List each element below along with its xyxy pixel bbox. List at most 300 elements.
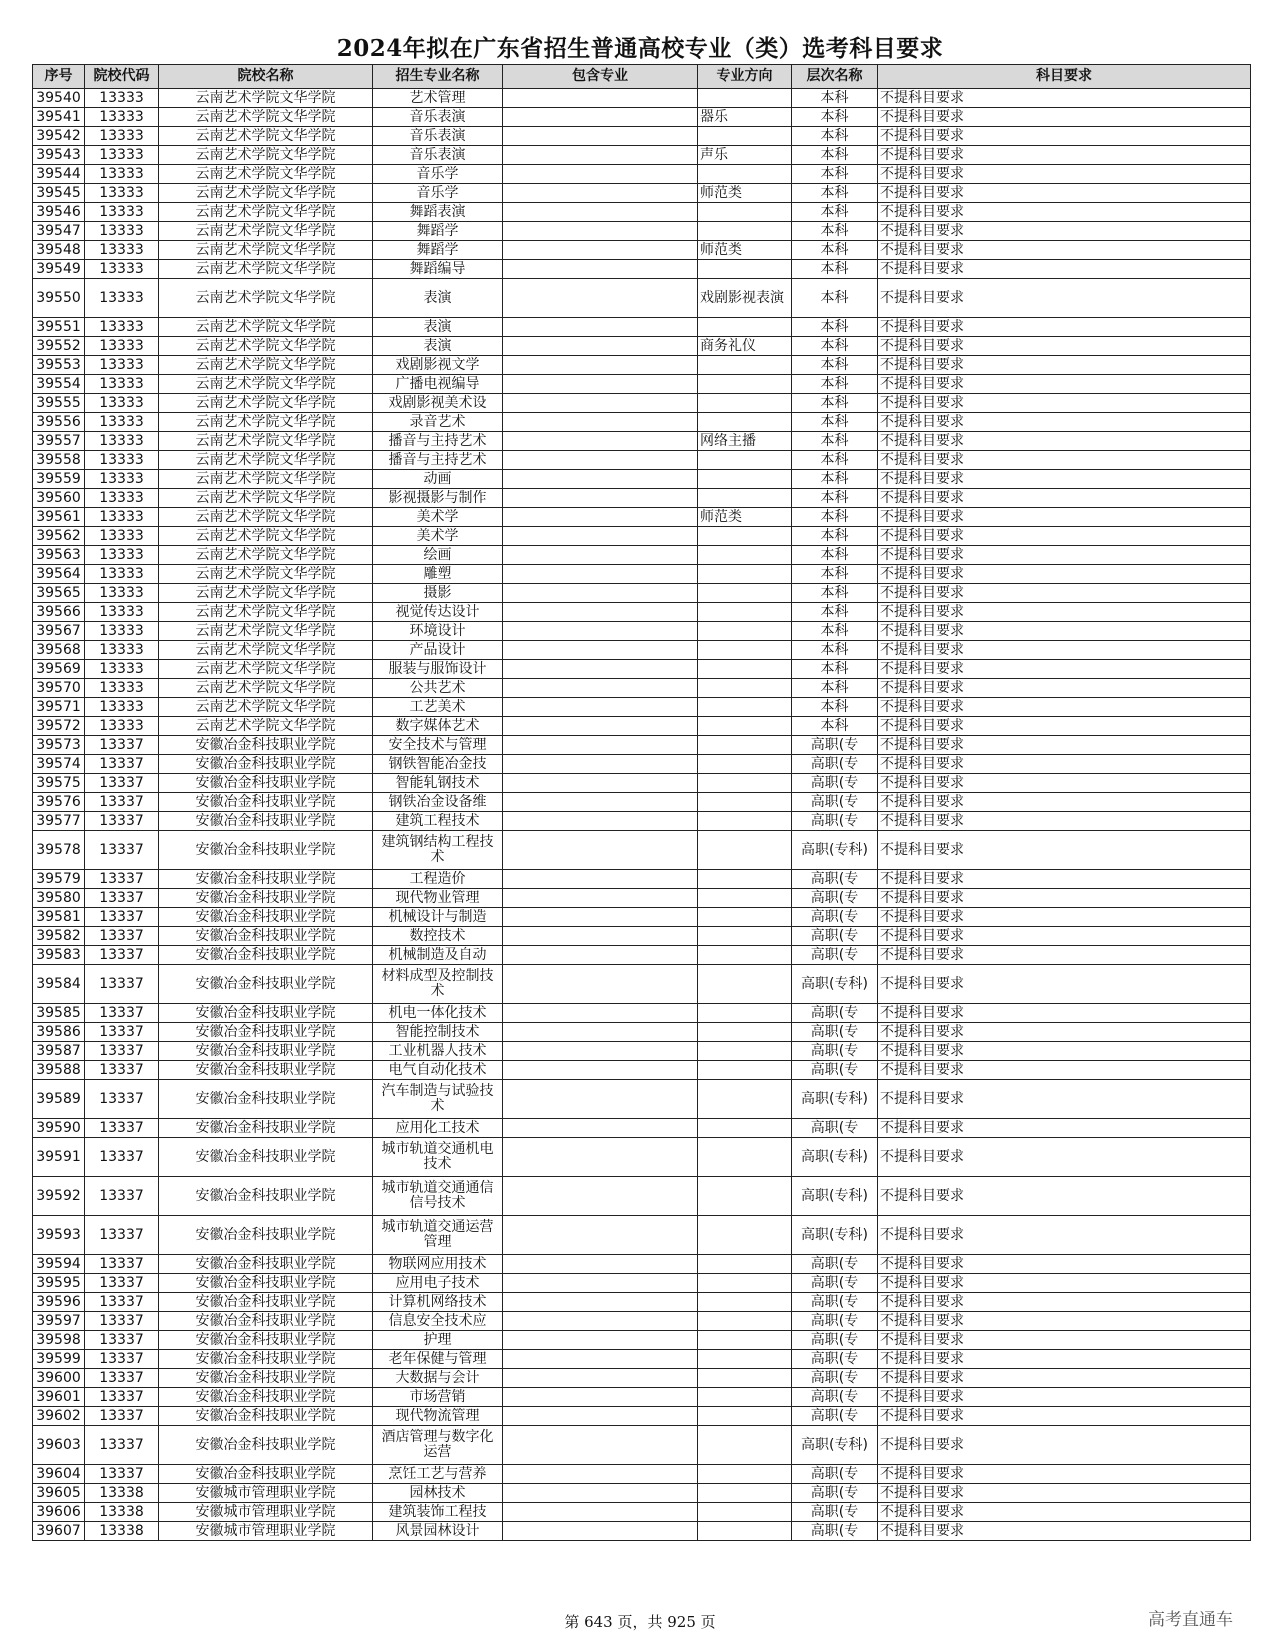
cell-major-direction — [698, 413, 792, 432]
cell-subject-requirement: 不提科目要求 — [878, 831, 1251, 870]
cell-school-code: 13337 — [85, 1350, 159, 1369]
cell-seq: 39587 — [33, 1042, 85, 1061]
cell-major-direction — [698, 1312, 792, 1331]
cell-school-name: 云南艺术学院文华学院 — [159, 470, 373, 489]
cell-level: 高职(专 — [792, 1350, 878, 1369]
cell-level: 本科 — [792, 394, 878, 413]
cell-included-majors — [503, 660, 698, 679]
cell-included-majors — [503, 546, 698, 565]
table-row — [33, 546, 1251, 565]
cell-level: 本科 — [792, 260, 878, 279]
cell-included-majors — [503, 736, 698, 755]
cell-level: 本科 — [792, 584, 878, 603]
cell-seq: 39579 — [33, 870, 85, 889]
cell-seq: 39547 — [33, 222, 85, 241]
cell-subject-requirement: 不提科目要求 — [878, 546, 1251, 565]
table-row — [33, 1042, 1251, 1061]
table-row — [33, 527, 1251, 546]
cell-seq: 39545 — [33, 184, 85, 203]
cell-major-direction — [698, 203, 792, 222]
cell-level: 高职(专科) — [792, 831, 878, 870]
cell-included-majors — [503, 1388, 698, 1407]
table-row — [33, 755, 1251, 774]
cell-level: 本科 — [792, 641, 878, 660]
cell-major-name: 表演 — [373, 318, 503, 337]
requirements-table — [32, 64, 1251, 1541]
cell-major-name: 市场营销 — [373, 1388, 503, 1407]
cell-major-name: 美术学 — [373, 508, 503, 527]
cell-school-name: 安徽冶金科技职业学院 — [159, 831, 373, 870]
cell-school-name: 安徽冶金科技职业学院 — [159, 1255, 373, 1274]
cell-major-direction: 戏剧影视表演 — [698, 279, 792, 318]
cell-major-name: 舞蹈表演 — [373, 203, 503, 222]
cell-school-name: 安徽冶金科技职业学院 — [159, 1061, 373, 1080]
cell-school-code: 13337 — [85, 1465, 159, 1484]
cell-included-majors — [503, 698, 698, 717]
cell-seq: 39595 — [33, 1274, 85, 1293]
cell-level: 本科 — [792, 337, 878, 356]
cell-seq: 39555 — [33, 394, 85, 413]
cell-subject-requirement: 不提科目要求 — [878, 1119, 1251, 1138]
cell-major-direction — [698, 356, 792, 375]
cell-level: 本科 — [792, 489, 878, 508]
cell-major-name: 数控技术 — [373, 927, 503, 946]
cell-seq: 39576 — [33, 793, 85, 812]
table-row — [33, 889, 1251, 908]
cell-school-code: 13337 — [85, 1312, 159, 1331]
cell-major-name: 工业机器人技术 — [373, 1042, 503, 1061]
cell-school-code: 13333 — [85, 394, 159, 413]
cell-school-code: 13337 — [85, 1274, 159, 1293]
cell-major-name: 音乐学 — [373, 184, 503, 203]
cell-school-name: 安徽冶金科技职业学院 — [159, 1426, 373, 1465]
cell-school-code: 13337 — [85, 1426, 159, 1465]
cell-major-direction — [698, 1274, 792, 1293]
table-row — [33, 1331, 1251, 1350]
cell-major-name: 安全技术与管理 — [373, 736, 503, 755]
cell-major-direction — [698, 946, 792, 965]
cell-level: 高职(专 — [792, 755, 878, 774]
cell-school-code: 13333 — [85, 279, 159, 318]
cell-school-name: 安徽冶金科技职业学院 — [159, 1465, 373, 1484]
cell-included-majors — [503, 1350, 698, 1369]
cell-seq: 39566 — [33, 603, 85, 622]
cell-school-name: 云南艺术学院文华学院 — [159, 108, 373, 127]
cell-level: 高职(专科) — [792, 1177, 878, 1216]
cell-seq: 39542 — [33, 127, 85, 146]
cell-school-code: 13337 — [85, 793, 159, 812]
cell-major-direction — [698, 812, 792, 831]
cell-level: 本科 — [792, 432, 878, 451]
cell-major-direction — [698, 889, 792, 908]
cell-seq: 39558 — [33, 451, 85, 470]
cell-major-name: 园林技术 — [373, 1484, 503, 1503]
cell-seq: 39559 — [33, 470, 85, 489]
cell-major-direction — [698, 1293, 792, 1312]
cell-major-name: 钢铁智能冶金技 — [373, 755, 503, 774]
cell-school-code: 13338 — [85, 1503, 159, 1522]
table-row — [33, 1216, 1251, 1255]
cell-school-name: 云南艺术学院文华学院 — [159, 184, 373, 203]
cell-major-direction — [698, 527, 792, 546]
cell-included-majors — [503, 889, 698, 908]
cell-major-name: 汽车制造与试验技术 — [373, 1080, 503, 1119]
cell-subject-requirement: 不提科目要求 — [878, 260, 1251, 279]
cell-major-name: 机械制造及自动 — [373, 946, 503, 965]
cell-school-name: 云南艺术学院文华学院 — [159, 717, 373, 736]
cell-seq: 39544 — [33, 165, 85, 184]
header-level: 层次名称 — [792, 65, 878, 89]
cell-school-code: 13337 — [85, 870, 159, 889]
cell-level: 本科 — [792, 279, 878, 318]
cell-subject-requirement: 不提科目要求 — [878, 108, 1251, 127]
cell-school-code: 13337 — [85, 1177, 159, 1216]
cell-major-direction: 师范类 — [698, 508, 792, 527]
table-row — [33, 279, 1251, 318]
cell-level: 高职(专 — [792, 927, 878, 946]
table-row — [33, 108, 1251, 127]
cell-major-name: 表演 — [373, 279, 503, 318]
cell-level: 本科 — [792, 108, 878, 127]
cell-major-direction — [698, 565, 792, 584]
cell-school-name: 云南艺术学院文华学院 — [159, 489, 373, 508]
table-row — [33, 1407, 1251, 1426]
cell-subject-requirement: 不提科目要求 — [878, 432, 1251, 451]
cell-subject-requirement: 不提科目要求 — [878, 755, 1251, 774]
cell-subject-requirement: 不提科目要求 — [878, 337, 1251, 356]
cell-subject-requirement: 不提科目要求 — [878, 1388, 1251, 1407]
table-row — [33, 394, 1251, 413]
cell-school-code: 13337 — [85, 831, 159, 870]
cell-seq: 39552 — [33, 337, 85, 356]
cell-included-majors — [503, 755, 698, 774]
cell-included-majors — [503, 870, 698, 889]
cell-seq: 39575 — [33, 774, 85, 793]
cell-subject-requirement: 不提科目要求 — [878, 584, 1251, 603]
cell-major-direction: 网络主播 — [698, 432, 792, 451]
requirements-table-wrapper — [32, 64, 1250, 1541]
cell-school-code: 13337 — [85, 1407, 159, 1426]
cell-seq: 39584 — [33, 965, 85, 1004]
table-row — [33, 146, 1251, 165]
cell-major-name: 公共艺术 — [373, 679, 503, 698]
cell-subject-requirement: 不提科目要求 — [878, 127, 1251, 146]
cell-major-direction — [698, 1004, 792, 1023]
cell-included-majors — [503, 622, 698, 641]
cell-major-name: 摄影 — [373, 584, 503, 603]
cell-level: 本科 — [792, 127, 878, 146]
cell-level: 高职(专 — [792, 1407, 878, 1426]
cell-major-direction — [698, 1503, 792, 1522]
cell-seq: 39556 — [33, 413, 85, 432]
cell-seq: 39583 — [33, 946, 85, 965]
cell-included-majors — [503, 1177, 698, 1216]
cell-school-code: 13333 — [85, 356, 159, 375]
cell-subject-requirement: 不提科目要求 — [878, 641, 1251, 660]
cell-school-code: 13337 — [85, 1061, 159, 1080]
cell-major-direction — [698, 127, 792, 146]
cell-school-name: 安徽冶金科技职业学院 — [159, 1023, 373, 1042]
cell-included-majors — [503, 489, 698, 508]
cell-school-code: 13337 — [85, 1331, 159, 1350]
cell-included-majors — [503, 812, 698, 831]
cell-included-majors — [503, 146, 698, 165]
cell-school-name: 安徽冶金科技职业学院 — [159, 927, 373, 946]
cell-level: 本科 — [792, 470, 878, 489]
cell-included-majors — [503, 1119, 698, 1138]
cell-school-code: 13337 — [85, 1388, 159, 1407]
cell-included-majors — [503, 318, 698, 337]
cell-school-code: 13333 — [85, 489, 159, 508]
cell-school-code: 13338 — [85, 1484, 159, 1503]
cell-subject-requirement: 不提科目要求 — [878, 1465, 1251, 1484]
cell-major-direction — [698, 1119, 792, 1138]
cell-school-name: 安徽城市管理职业学院 — [159, 1484, 373, 1503]
table-row — [33, 1484, 1251, 1503]
cell-seq: 39588 — [33, 1061, 85, 1080]
cell-level: 本科 — [792, 546, 878, 565]
cell-seq: 39606 — [33, 1503, 85, 1522]
cell-subject-requirement: 不提科目要求 — [878, 318, 1251, 337]
cell-seq: 39585 — [33, 1004, 85, 1023]
table-row — [33, 1274, 1251, 1293]
cell-subject-requirement: 不提科目要求 — [878, 1042, 1251, 1061]
cell-school-name: 云南艺术学院文华学院 — [159, 260, 373, 279]
cell-school-name: 云南艺术学院文华学院 — [159, 279, 373, 318]
cell-included-majors — [503, 774, 698, 793]
cell-seq: 39571 — [33, 698, 85, 717]
table-row — [33, 793, 1251, 812]
cell-school-code: 13333 — [85, 413, 159, 432]
cell-seq: 39607 — [33, 1522, 85, 1541]
cell-included-majors — [503, 451, 698, 470]
cell-major-direction — [698, 717, 792, 736]
cell-included-majors — [503, 241, 698, 260]
cell-school-code: 13337 — [85, 965, 159, 1004]
brand-watermark: 高考直通车 — [1148, 1610, 1233, 1630]
table-row — [33, 508, 1251, 527]
cell-subject-requirement: 不提科目要求 — [878, 698, 1251, 717]
cell-major-direction — [698, 1080, 792, 1119]
cell-major-direction: 师范类 — [698, 184, 792, 203]
cell-school-name: 安徽冶金科技职业学院 — [159, 1312, 373, 1331]
cell-included-majors — [503, 413, 698, 432]
cell-level: 本科 — [792, 146, 878, 165]
cell-seq: 39553 — [33, 356, 85, 375]
cell-major-name: 建筑装饰工程技 — [373, 1503, 503, 1522]
cell-major-name: 雕塑 — [373, 565, 503, 584]
table-row — [33, 413, 1251, 432]
cell-level: 本科 — [792, 603, 878, 622]
cell-seq: 39591 — [33, 1138, 85, 1177]
cell-school-name: 云南艺术学院文华学院 — [159, 565, 373, 584]
cell-major-name: 城市轨道交通运营管理 — [373, 1216, 503, 1255]
cell-seq: 39580 — [33, 889, 85, 908]
cell-seq: 39540 — [33, 89, 85, 108]
cell-level: 高职(专科) — [792, 1080, 878, 1119]
table-row — [33, 565, 1251, 584]
cell-seq: 39599 — [33, 1350, 85, 1369]
cell-school-name: 云南艺术学院文华学院 — [159, 318, 373, 337]
cell-school-code: 13337 — [85, 1080, 159, 1119]
cell-seq: 39554 — [33, 375, 85, 394]
table-row — [33, 203, 1251, 222]
cell-school-name: 安徽城市管理职业学院 — [159, 1503, 373, 1522]
cell-subject-requirement: 不提科目要求 — [878, 1293, 1251, 1312]
cell-included-majors — [503, 1023, 698, 1042]
cell-school-code: 13337 — [85, 908, 159, 927]
cell-included-majors — [503, 165, 698, 184]
cell-school-code: 13337 — [85, 1004, 159, 1023]
cell-school-name: 云南艺术学院文华学院 — [159, 375, 373, 394]
cell-subject-requirement: 不提科目要求 — [878, 774, 1251, 793]
cell-major-name: 机械设计与制造 — [373, 908, 503, 927]
cell-major-direction — [698, 394, 792, 413]
cell-seq: 39563 — [33, 546, 85, 565]
cell-major-name: 音乐表演 — [373, 108, 503, 127]
cell-major-direction — [698, 1216, 792, 1255]
cell-major-direction — [698, 375, 792, 394]
cell-school-name: 云南艺术学院文华学院 — [159, 584, 373, 603]
table-row — [33, 1388, 1251, 1407]
cell-level: 高职(专 — [792, 1484, 878, 1503]
cell-seq: 39574 — [33, 755, 85, 774]
table-row — [33, 1350, 1251, 1369]
cell-subject-requirement: 不提科目要求 — [878, 889, 1251, 908]
cell-level: 高职(专 — [792, 812, 878, 831]
table-row — [33, 375, 1251, 394]
cell-level: 本科 — [792, 413, 878, 432]
cell-subject-requirement: 不提科目要求 — [878, 184, 1251, 203]
cell-school-name: 云南艺术学院文华学院 — [159, 413, 373, 432]
cell-seq: 39549 — [33, 260, 85, 279]
table-row — [33, 318, 1251, 337]
cell-major-name: 工程造价 — [373, 870, 503, 889]
cell-school-name: 安徽冶金科技职业学院 — [159, 1331, 373, 1350]
cell-subject-requirement: 不提科目要求 — [878, 508, 1251, 527]
cell-school-name: 安徽冶金科技职业学院 — [159, 1407, 373, 1426]
cell-school-name: 安徽冶金科技职业学院 — [159, 1274, 373, 1293]
cell-major-direction: 商务礼仪 — [698, 337, 792, 356]
cell-subject-requirement: 不提科目要求 — [878, 489, 1251, 508]
cell-school-name: 云南艺术学院文华学院 — [159, 698, 373, 717]
cell-major-direction — [698, 1484, 792, 1503]
cell-seq: 39593 — [33, 1216, 85, 1255]
cell-subject-requirement: 不提科目要求 — [878, 812, 1251, 831]
cell-school-code: 13337 — [85, 1023, 159, 1042]
cell-included-majors — [503, 946, 698, 965]
cell-school-name: 云南艺术学院文华学院 — [159, 451, 373, 470]
cell-major-direction — [698, 222, 792, 241]
cell-school-code: 13333 — [85, 641, 159, 660]
cell-seq: 39548 — [33, 241, 85, 260]
table-row — [33, 1138, 1251, 1177]
page-footer: 第 643 页，共 925 页 — [564, 1613, 716, 1631]
cell-major-direction — [698, 1369, 792, 1388]
cell-level: 高职(专 — [792, 1293, 878, 1312]
table-row — [33, 622, 1251, 641]
cell-seq: 39570 — [33, 679, 85, 698]
cell-included-majors — [503, 203, 698, 222]
cell-major-name: 环境设计 — [373, 622, 503, 641]
cell-level: 本科 — [792, 622, 878, 641]
cell-subject-requirement: 不提科目要求 — [878, 451, 1251, 470]
table-row — [33, 432, 1251, 451]
cell-major-name: 智能控制技术 — [373, 1023, 503, 1042]
cell-subject-requirement: 不提科目要求 — [878, 1369, 1251, 1388]
cell-subject-requirement: 不提科目要求 — [878, 1004, 1251, 1023]
cell-school-name: 云南艺术学院文华学院 — [159, 603, 373, 622]
cell-level: 高职(专 — [792, 1503, 878, 1522]
cell-major-name: 烹饪工艺与营养 — [373, 1465, 503, 1484]
cell-included-majors — [503, 1522, 698, 1541]
cell-major-name: 舞蹈学 — [373, 241, 503, 260]
cell-school-name: 云南艺术学院文华学院 — [159, 165, 373, 184]
cell-seq: 39601 — [33, 1388, 85, 1407]
table-row — [33, 1426, 1251, 1465]
cell-subject-requirement: 不提科目要求 — [878, 1274, 1251, 1293]
cell-seq: 39569 — [33, 660, 85, 679]
cell-major-direction — [698, 793, 792, 812]
cell-major-name: 大数据与会计 — [373, 1369, 503, 1388]
cell-seq: 39543 — [33, 146, 85, 165]
cell-school-name: 云南艺术学院文华学院 — [159, 356, 373, 375]
cell-included-majors — [503, 1369, 698, 1388]
header-seq: 序号 — [33, 65, 85, 89]
cell-school-code: 13337 — [85, 1042, 159, 1061]
cell-school-name: 安徽冶金科技职业学院 — [159, 1080, 373, 1119]
cell-seq: 39596 — [33, 1293, 85, 1312]
cell-major-name: 现代物流管理 — [373, 1407, 503, 1426]
cell-level: 高职(专 — [792, 1004, 878, 1023]
table-row — [33, 451, 1251, 470]
cell-subject-requirement: 不提科目要求 — [878, 1138, 1251, 1177]
cell-level: 高职(专 — [792, 1522, 878, 1541]
cell-school-name: 云南艺术学院文华学院 — [159, 546, 373, 565]
cell-level: 高职(专 — [792, 774, 878, 793]
cell-major-name: 戏剧影视美术设 — [373, 394, 503, 413]
cell-level: 高职(专 — [792, 1312, 878, 1331]
cell-school-code: 13337 — [85, 946, 159, 965]
cell-major-direction — [698, 679, 792, 698]
cell-school-code: 13333 — [85, 660, 159, 679]
cell-level: 高职(专科) — [792, 1426, 878, 1465]
cell-included-majors — [503, 831, 698, 870]
cell-level: 高职(专科) — [792, 965, 878, 1004]
cell-included-majors — [503, 356, 698, 375]
cell-subject-requirement: 不提科目要求 — [878, 736, 1251, 755]
table-row — [33, 736, 1251, 755]
table-row — [33, 927, 1251, 946]
cell-subject-requirement: 不提科目要求 — [878, 222, 1251, 241]
table-row — [33, 1004, 1251, 1023]
cell-major-name: 现代物业管理 — [373, 889, 503, 908]
cell-subject-requirement: 不提科目要求 — [878, 1312, 1251, 1331]
table-row — [33, 1522, 1251, 1541]
cell-major-direction — [698, 260, 792, 279]
cell-major-direction — [698, 1388, 792, 1407]
cell-major-name: 老年保健与管理 — [373, 1350, 503, 1369]
cell-major-name: 酒店管理与数字化运营 — [373, 1426, 503, 1465]
cell-seq: 39600 — [33, 1369, 85, 1388]
cell-major-name: 风景园林设计 — [373, 1522, 503, 1541]
cell-major-direction — [698, 1023, 792, 1042]
table-row — [33, 870, 1251, 889]
table-row — [33, 603, 1251, 622]
cell-school-code: 13337 — [85, 1138, 159, 1177]
cell-major-direction — [698, 1350, 792, 1369]
cell-level: 本科 — [792, 318, 878, 337]
